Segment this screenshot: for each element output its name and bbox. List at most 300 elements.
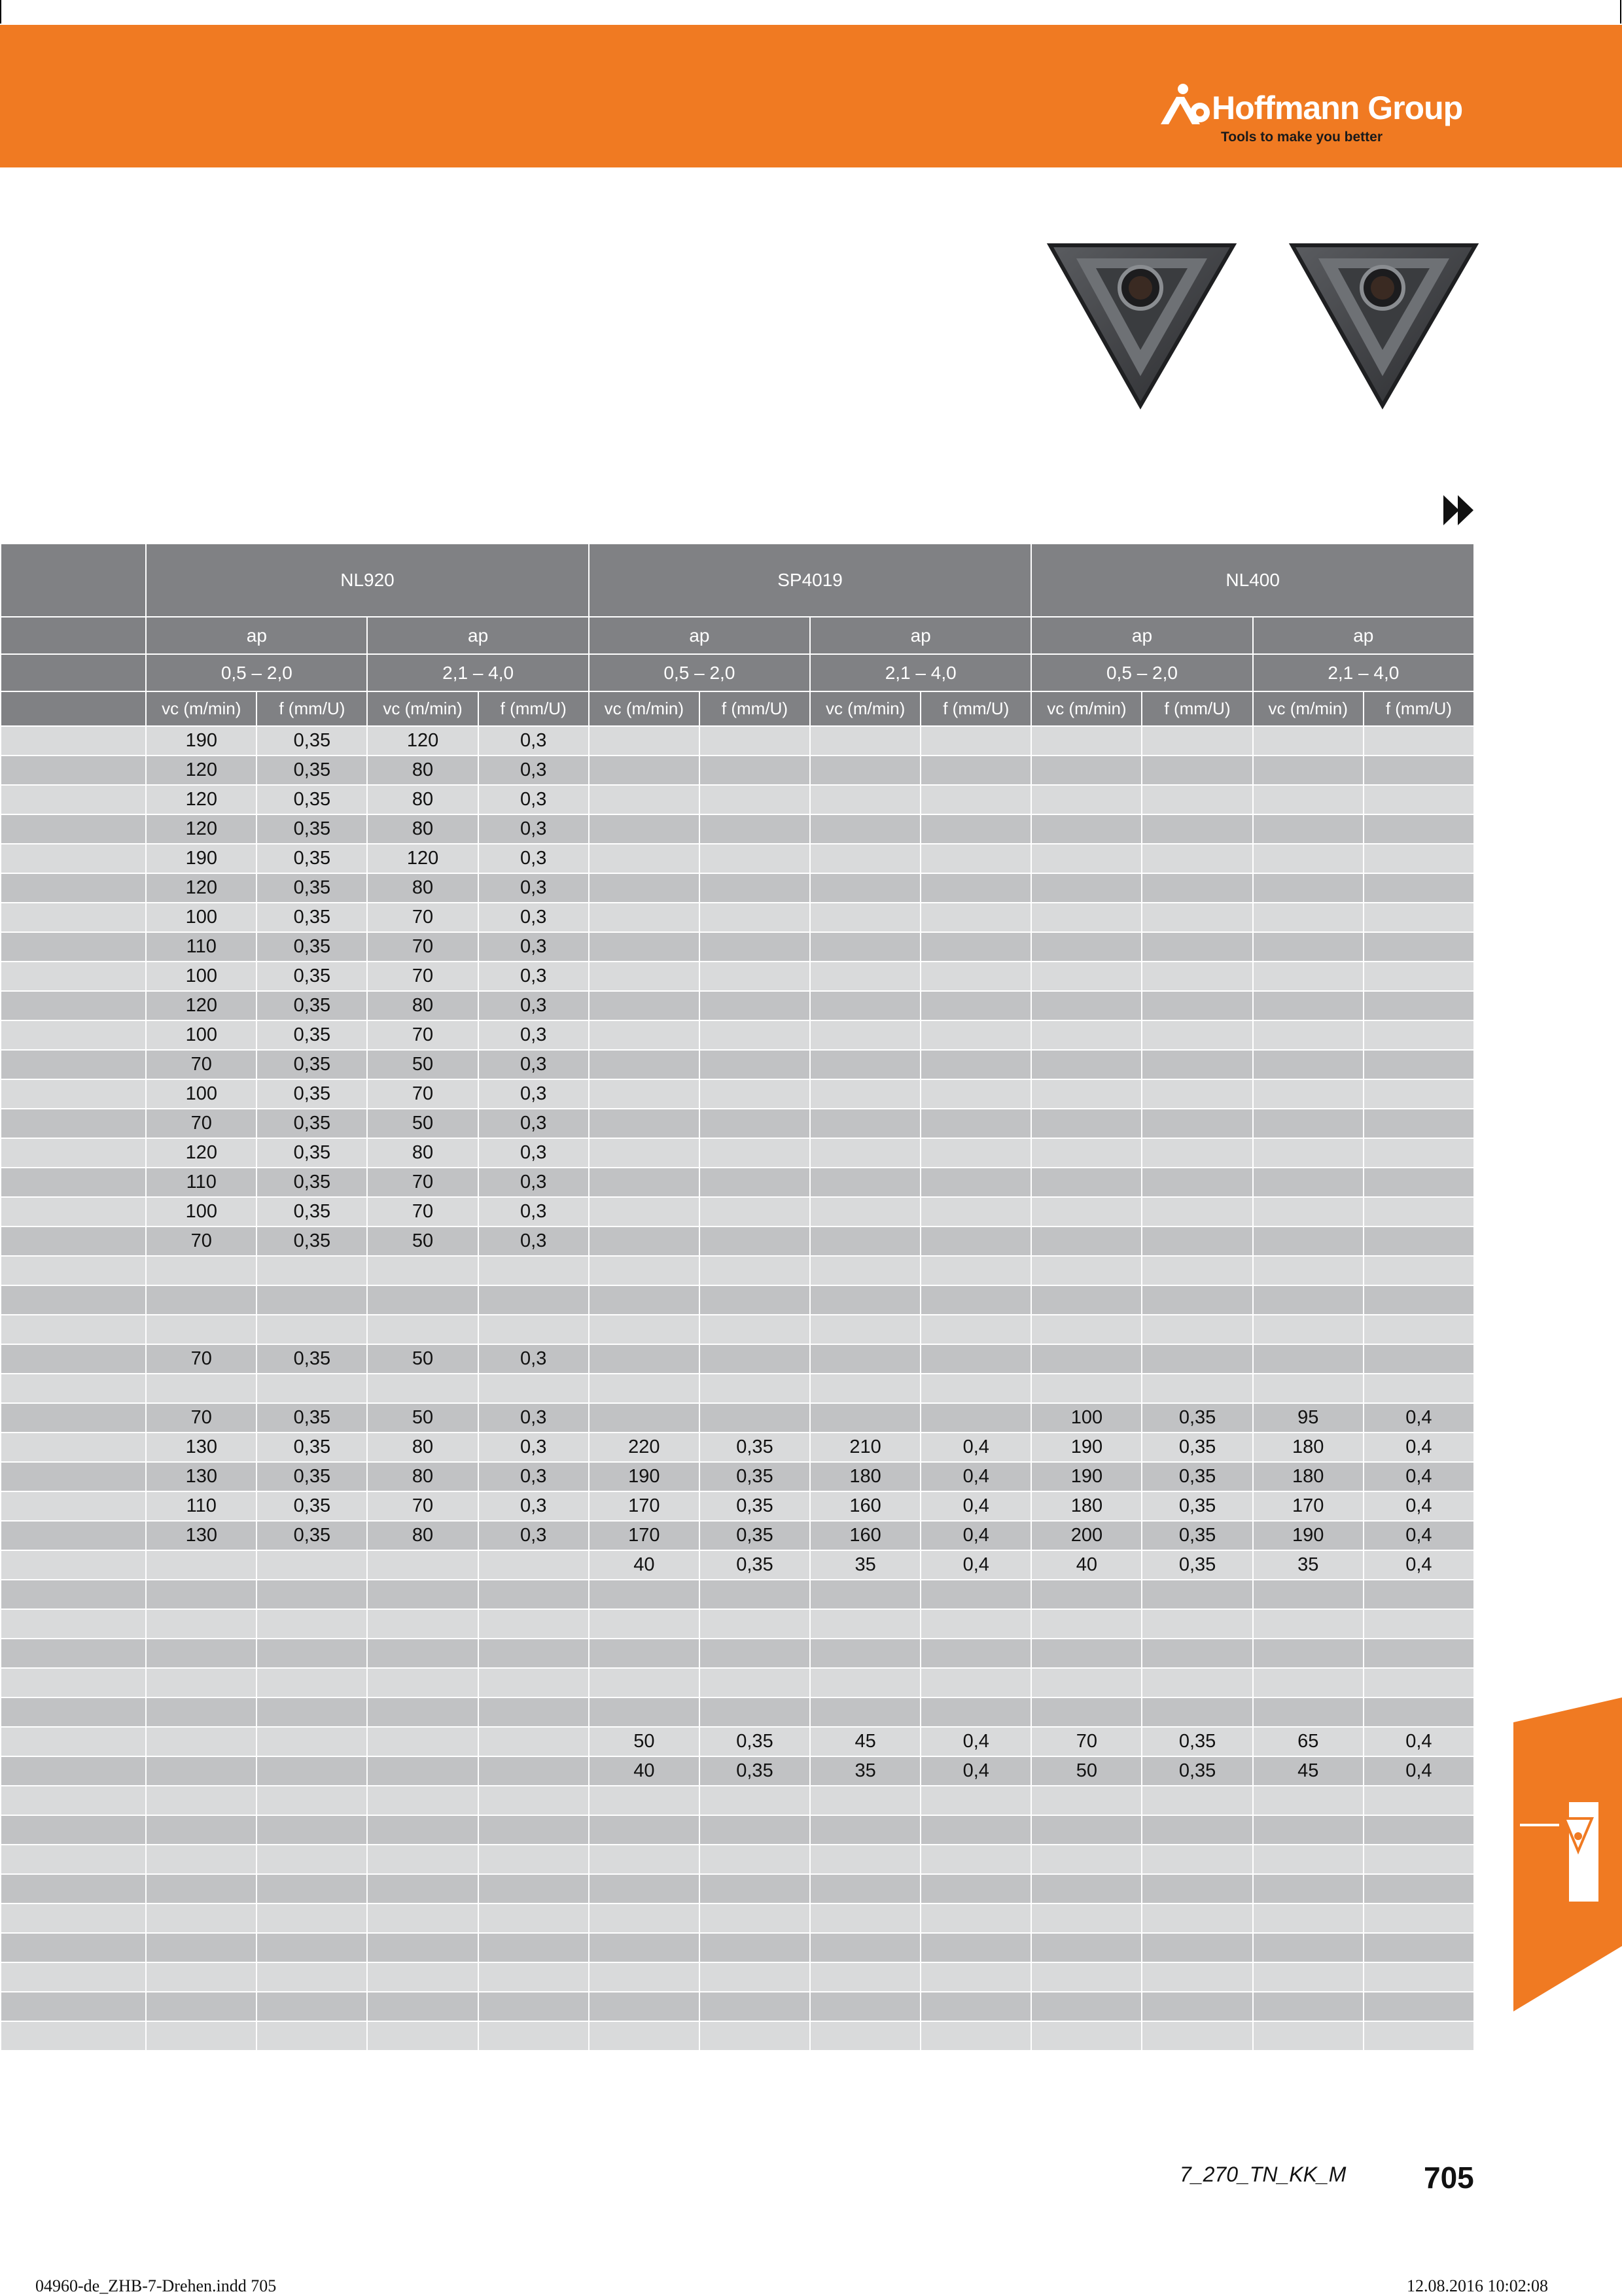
vc-cell	[810, 1168, 921, 1197]
f-cell	[921, 1962, 1031, 1992]
vc-cell	[1253, 903, 1364, 932]
vc-cell: 70	[146, 1109, 256, 1138]
vc-cell: 70	[146, 1403, 256, 1433]
f-cell	[1364, 785, 1474, 814]
f-cell	[478, 1609, 589, 1639]
f-cell	[699, 1403, 810, 1433]
table-row	[1, 1815, 1474, 1845]
table-row	[1, 1845, 1474, 1874]
f-cell: 0,35	[256, 1521, 367, 1550]
f-cell	[921, 873, 1031, 903]
f-cell: 0,35	[1142, 1521, 1252, 1550]
f-cell	[921, 1197, 1031, 1226]
grade-header: NL400	[1031, 544, 1474, 617]
vc-cell: 40	[1031, 1550, 1142, 1580]
vc-cell	[589, 756, 699, 785]
vc-cell	[810, 1904, 921, 1933]
f-cell	[1364, 1020, 1474, 1050]
f-cell	[699, 1904, 810, 1933]
f-cell: 0,3	[478, 726, 589, 756]
vc-cell	[1031, 1962, 1142, 1992]
f-cell	[256, 1756, 367, 1786]
f-cell	[921, 991, 1031, 1020]
vc-cell: 110	[146, 932, 256, 962]
f-cell	[1364, 1815, 1474, 1845]
vc-cell: 50	[367, 1109, 478, 1138]
table-row	[1, 1344, 1474, 1374]
vc-cell	[810, 1020, 921, 1050]
f-cell	[1364, 1668, 1474, 1697]
vc-cell: 100	[1031, 1403, 1142, 1433]
vc-cell	[810, 1992, 921, 2021]
f-cell	[1364, 962, 1474, 991]
table-row	[1, 1226, 1474, 1256]
article-code: 7_270_TN_KK_M	[1180, 2163, 1347, 2186]
f-cell	[1142, 1374, 1252, 1403]
vc-cell	[810, 962, 921, 991]
f-cell	[1364, 1226, 1474, 1256]
f-cell	[1364, 1962, 1474, 1992]
table-row	[1, 1168, 1474, 1197]
f-cell	[1142, 814, 1252, 844]
vc-cell	[810, 1697, 921, 1727]
cutting-data-table	[0, 543, 1475, 2051]
f-cell: 0,4	[921, 1550, 1031, 1580]
f-cell: 0,35	[699, 1433, 810, 1462]
f-cell	[478, 1580, 589, 1609]
f-cell	[1142, 991, 1252, 1020]
material-cell	[1, 1226, 146, 1256]
vc-cell	[146, 1874, 256, 1904]
material-cell	[1, 1433, 146, 1462]
vc-cell	[810, 1109, 921, 1138]
vc-cell: 65	[1253, 1727, 1364, 1756]
material-cell	[1, 1962, 146, 1992]
f-cell	[478, 1697, 589, 1727]
vc-cell	[1253, 1109, 1364, 1138]
vc-cell	[810, 1197, 921, 1226]
table-row	[1, 2021, 1474, 2051]
vc-cell	[146, 1256, 256, 1285]
table-row	[1, 1550, 1474, 1580]
vc-cell	[1253, 1285, 1364, 1315]
vc-cell	[1031, 1168, 1142, 1197]
vc-cell	[589, 1403, 699, 1433]
vc-cell	[589, 1285, 699, 1315]
vc-cell	[589, 1992, 699, 2021]
f-cell: 0,35	[256, 903, 367, 932]
vc-cell	[146, 1845, 256, 1874]
f-cell	[699, 785, 810, 814]
f-cell	[1142, 1315, 1252, 1344]
f-cell	[1142, 1874, 1252, 1904]
vc-cell: 50	[1031, 1756, 1142, 1786]
f-cell	[699, 1845, 810, 1874]
vc-cell: 80	[367, 1138, 478, 1168]
f-cell	[921, 2021, 1031, 2051]
f-cell	[1142, 756, 1252, 785]
vc-cell: 210	[810, 1433, 921, 1462]
f-cell: 0,35	[699, 1756, 810, 1786]
f-cell	[921, 1168, 1031, 1197]
column-header: f (mm/U)	[256, 691, 367, 726]
vc-cell	[146, 1697, 256, 1727]
f-cell: 0,3	[478, 873, 589, 903]
f-cell	[478, 1992, 589, 2021]
vc-cell: 40	[589, 1550, 699, 1580]
vc-cell	[589, 1845, 699, 1874]
vc-cell	[367, 1727, 478, 1756]
insert-image-right	[1292, 245, 1475, 406]
f-cell	[1142, 1256, 1252, 1285]
f-cell	[1142, 1138, 1252, 1168]
f-cell	[699, 1079, 810, 1109]
vc-cell	[1031, 962, 1142, 991]
f-cell	[921, 1904, 1031, 1933]
material-cell	[1, 873, 146, 903]
ap-label: ap	[1253, 617, 1474, 654]
vc-cell	[810, 1226, 921, 1256]
table-row	[1, 1580, 1474, 1609]
f-cell	[699, 1197, 810, 1226]
f-cell	[921, 1668, 1031, 1697]
material-cell	[1, 1491, 146, 1521]
f-cell	[1364, 814, 1474, 844]
f-cell	[699, 814, 810, 844]
vc-cell: 35	[1253, 1550, 1364, 1580]
f-cell	[478, 1315, 589, 1344]
f-cell: 0,35	[256, 932, 367, 962]
f-cell	[699, 1374, 810, 1403]
f-cell	[1364, 1904, 1474, 1933]
f-cell	[1142, 873, 1252, 903]
material-header-cell	[1, 691, 146, 726]
vc-cell	[1253, 1609, 1364, 1639]
table-row	[1, 1197, 1474, 1226]
f-cell	[699, 1609, 810, 1639]
f-cell: 0,35	[256, 1462, 367, 1491]
vc-cell	[1031, 1109, 1142, 1138]
vc-cell: 40	[589, 1756, 699, 1786]
vc-cell: 130	[146, 1462, 256, 1491]
vc-cell: 190	[1031, 1462, 1142, 1491]
vc-cell: 70	[367, 962, 478, 991]
f-cell	[478, 1639, 589, 1668]
column-header: vc (m/min)	[146, 691, 256, 726]
vc-cell: 100	[146, 1197, 256, 1226]
vc-cell	[589, 844, 699, 873]
f-cell	[478, 1550, 589, 1580]
vc-cell	[810, 785, 921, 814]
f-cell	[1364, 1697, 1474, 1727]
f-cell: 0,4	[1364, 1756, 1474, 1786]
brand-logo	[1154, 80, 1481, 152]
f-cell	[921, 1609, 1031, 1639]
column-header: f (mm/U)	[478, 691, 589, 726]
vc-cell	[1253, 1374, 1364, 1403]
vc-cell	[1031, 1639, 1142, 1668]
f-cell	[256, 1786, 367, 1815]
f-cell	[921, 1874, 1031, 1904]
vc-cell	[1253, 932, 1364, 962]
table-row	[1, 785, 1474, 814]
f-cell: 0,4	[1364, 1462, 1474, 1491]
f-cell	[256, 1668, 367, 1697]
material-cell	[1, 1462, 146, 1491]
f-cell	[1364, 1256, 1474, 1285]
vc-cell: 160	[810, 1521, 921, 1550]
vc-cell	[1031, 1138, 1142, 1168]
f-cell: 0,35	[256, 814, 367, 844]
material-cell	[1, 1109, 146, 1138]
vc-cell: 45	[1253, 1756, 1364, 1786]
material-cell	[1, 2021, 146, 2051]
f-cell	[256, 1992, 367, 2021]
vc-cell	[810, 1403, 921, 1433]
table-row	[1, 1433, 1474, 1462]
table-row	[1, 1727, 1474, 1756]
vc-cell	[810, 2021, 921, 2051]
vc-cell	[146, 1639, 256, 1668]
crop-mark-left	[0, 0, 1, 24]
vc-cell	[1253, 1697, 1364, 1727]
f-cell	[256, 1697, 367, 1727]
f-cell: 0,35	[1142, 1550, 1252, 1580]
vc-cell	[810, 1079, 921, 1109]
material-cell	[1, 1138, 146, 1168]
vc-cell: 220	[589, 1433, 699, 1462]
vc-cell	[1253, 1874, 1364, 1904]
f-cell	[256, 1962, 367, 1992]
vc-cell	[810, 1874, 921, 1904]
vc-cell: 35	[810, 1550, 921, 1580]
f-cell: 0,35	[256, 962, 367, 991]
f-cell: 0,35	[256, 844, 367, 873]
vc-cell	[1253, 873, 1364, 903]
table-row	[1, 1315, 1474, 1344]
vc-cell	[589, 873, 699, 903]
vc-cell	[589, 903, 699, 932]
vc-cell: 95	[1253, 1403, 1364, 1433]
f-cell	[1142, 1197, 1252, 1226]
vc-cell	[146, 1992, 256, 2021]
insert-image-left	[1050, 245, 1233, 406]
vc-cell: 180	[1253, 1433, 1364, 1462]
f-cell	[256, 1815, 367, 1845]
f-cell	[1364, 1639, 1474, 1668]
vc-cell: 70	[367, 1020, 478, 1050]
f-cell	[699, 1050, 810, 1079]
material-cell	[1, 1904, 146, 1933]
vc-cell: 190	[1031, 1433, 1142, 1462]
vc-cell	[1253, 1168, 1364, 1197]
f-cell: 0,35	[256, 756, 367, 785]
table-row	[1, 1639, 1474, 1668]
double-chevron-right-icon[interactable]	[1443, 494, 1475, 527]
vc-cell: 180	[810, 1462, 921, 1491]
f-cell	[256, 1315, 367, 1344]
f-cell	[478, 1727, 589, 1756]
vc-cell	[1253, 1815, 1364, 1845]
material-cell	[1, 1874, 146, 1904]
ap-label: ap	[367, 617, 588, 654]
vc-cell: 70	[367, 1197, 478, 1226]
f-cell	[1364, 726, 1474, 756]
vc-cell	[1031, 1050, 1142, 1079]
vc-cell	[589, 814, 699, 844]
f-cell	[256, 1845, 367, 1874]
f-cell: 0,4	[921, 1727, 1031, 1756]
f-cell	[699, 991, 810, 1020]
f-cell	[699, 756, 810, 785]
f-cell	[699, 726, 810, 756]
vc-cell	[1253, 756, 1364, 785]
f-cell	[699, 1256, 810, 1285]
vc-cell	[146, 1315, 256, 1344]
vc-cell: 110	[146, 1168, 256, 1197]
vc-cell	[1253, 814, 1364, 844]
vc-cell	[810, 814, 921, 844]
material-header-cell	[1, 544, 146, 617]
f-cell	[256, 1580, 367, 1609]
vc-cell: 120	[146, 756, 256, 785]
f-cell	[921, 785, 1031, 814]
vc-cell	[810, 1639, 921, 1668]
vc-cell	[1031, 1786, 1142, 1815]
f-cell	[478, 1962, 589, 1992]
f-cell	[256, 1550, 367, 1580]
f-cell	[921, 932, 1031, 962]
vc-cell	[1253, 1138, 1364, 1168]
ap-range: 0,5 – 2,0	[589, 654, 810, 691]
f-cell: 0,35	[256, 1138, 367, 1168]
f-cell	[1364, 1197, 1474, 1226]
f-cell	[256, 1874, 367, 1904]
vc-cell	[1253, 1962, 1364, 1992]
crop-mark-right	[1620, 0, 1621, 24]
ap-range: 0,5 – 2,0	[1031, 654, 1252, 691]
f-cell	[1142, 1668, 1252, 1697]
f-cell	[699, 844, 810, 873]
vc-cell	[589, 991, 699, 1020]
vc-cell	[589, 1138, 699, 1168]
vc-cell	[367, 1374, 478, 1403]
vc-cell	[589, 1197, 699, 1226]
vc-cell	[810, 1315, 921, 1344]
vc-cell	[589, 1697, 699, 1727]
vc-cell	[589, 1639, 699, 1668]
f-cell: 0,35	[1142, 1756, 1252, 1786]
brand-tagline: Tools to make you better	[1221, 130, 1383, 145]
column-header: vc (m/min)	[367, 691, 478, 726]
f-cell	[921, 962, 1031, 991]
f-cell	[1364, 932, 1474, 962]
material-cell	[1, 1050, 146, 1079]
vc-cell	[1031, 2021, 1142, 2051]
f-cell	[1142, 1580, 1252, 1609]
f-cell: 0,35	[256, 1050, 367, 1079]
f-cell: 0,4	[921, 1521, 1031, 1550]
material-header-cell	[1, 654, 146, 691]
f-cell: 0,35	[1142, 1433, 1252, 1462]
vc-cell	[810, 932, 921, 962]
vc-cell	[589, 932, 699, 962]
vc-cell	[1031, 1874, 1142, 1904]
vc-cell: 80	[367, 1462, 478, 1491]
f-cell	[921, 844, 1031, 873]
vc-cell	[810, 873, 921, 903]
material-cell	[1, 785, 146, 814]
f-cell: 0,3	[478, 1403, 589, 1433]
f-cell	[699, 1168, 810, 1197]
f-cell: 0,35	[1142, 1403, 1252, 1433]
vc-cell	[367, 1668, 478, 1697]
f-cell	[921, 1403, 1031, 1433]
table-row	[1, 1992, 1474, 2021]
vc-cell	[1253, 1992, 1364, 2021]
vc-cell	[1253, 1315, 1364, 1344]
f-cell	[921, 903, 1031, 932]
column-header: f (mm/U)	[1142, 691, 1252, 726]
vc-cell	[367, 1845, 478, 1874]
chapter-tab[interactable]	[1513, 1697, 1622, 2011]
material-cell	[1, 1521, 146, 1550]
f-cell	[478, 1256, 589, 1285]
vc-cell: 190	[589, 1462, 699, 1491]
vc-cell	[1031, 1992, 1142, 2021]
vc-cell	[1031, 814, 1142, 844]
ap-range: 2,1 – 4,0	[810, 654, 1031, 691]
f-cell: 0,35	[256, 1433, 367, 1462]
vc-cell	[589, 1609, 699, 1639]
vc-cell	[589, 1079, 699, 1109]
f-cell: 0,4	[921, 1433, 1031, 1462]
vc-cell	[810, 1374, 921, 1403]
table-row	[1, 1904, 1474, 1933]
table-row	[1, 1874, 1474, 1904]
material-cell	[1, 1256, 146, 1285]
vc-cell	[1031, 1197, 1142, 1226]
f-cell	[921, 1226, 1031, 1256]
f-cell	[921, 814, 1031, 844]
f-cell	[1364, 1138, 1474, 1168]
f-cell	[256, 2021, 367, 2051]
f-cell	[1364, 873, 1474, 903]
f-cell	[921, 1109, 1031, 1138]
vc-cell	[1253, 1050, 1364, 1079]
vc-cell: 180	[1253, 1462, 1364, 1491]
vc-cell	[810, 1933, 921, 1962]
vc-cell: 80	[367, 785, 478, 814]
vc-cell	[589, 1933, 699, 1962]
f-cell: 0,35	[1142, 1727, 1252, 1756]
vc-cell	[1031, 903, 1142, 932]
table-row	[1, 1138, 1474, 1168]
f-cell	[1142, 1786, 1252, 1815]
vc-cell: 80	[367, 756, 478, 785]
vc-cell	[146, 1904, 256, 1933]
vc-cell: 190	[1253, 1521, 1364, 1550]
f-cell	[256, 1933, 367, 1962]
f-cell	[478, 1374, 589, 1403]
material-cell	[1, 1992, 146, 2021]
f-cell: 0,35	[256, 1197, 367, 1226]
f-cell	[1142, 1992, 1252, 2021]
column-header: f (mm/U)	[921, 691, 1031, 726]
f-cell: 0,35	[256, 873, 367, 903]
f-cell: 0,3	[478, 1020, 589, 1050]
f-cell	[921, 1020, 1031, 1050]
